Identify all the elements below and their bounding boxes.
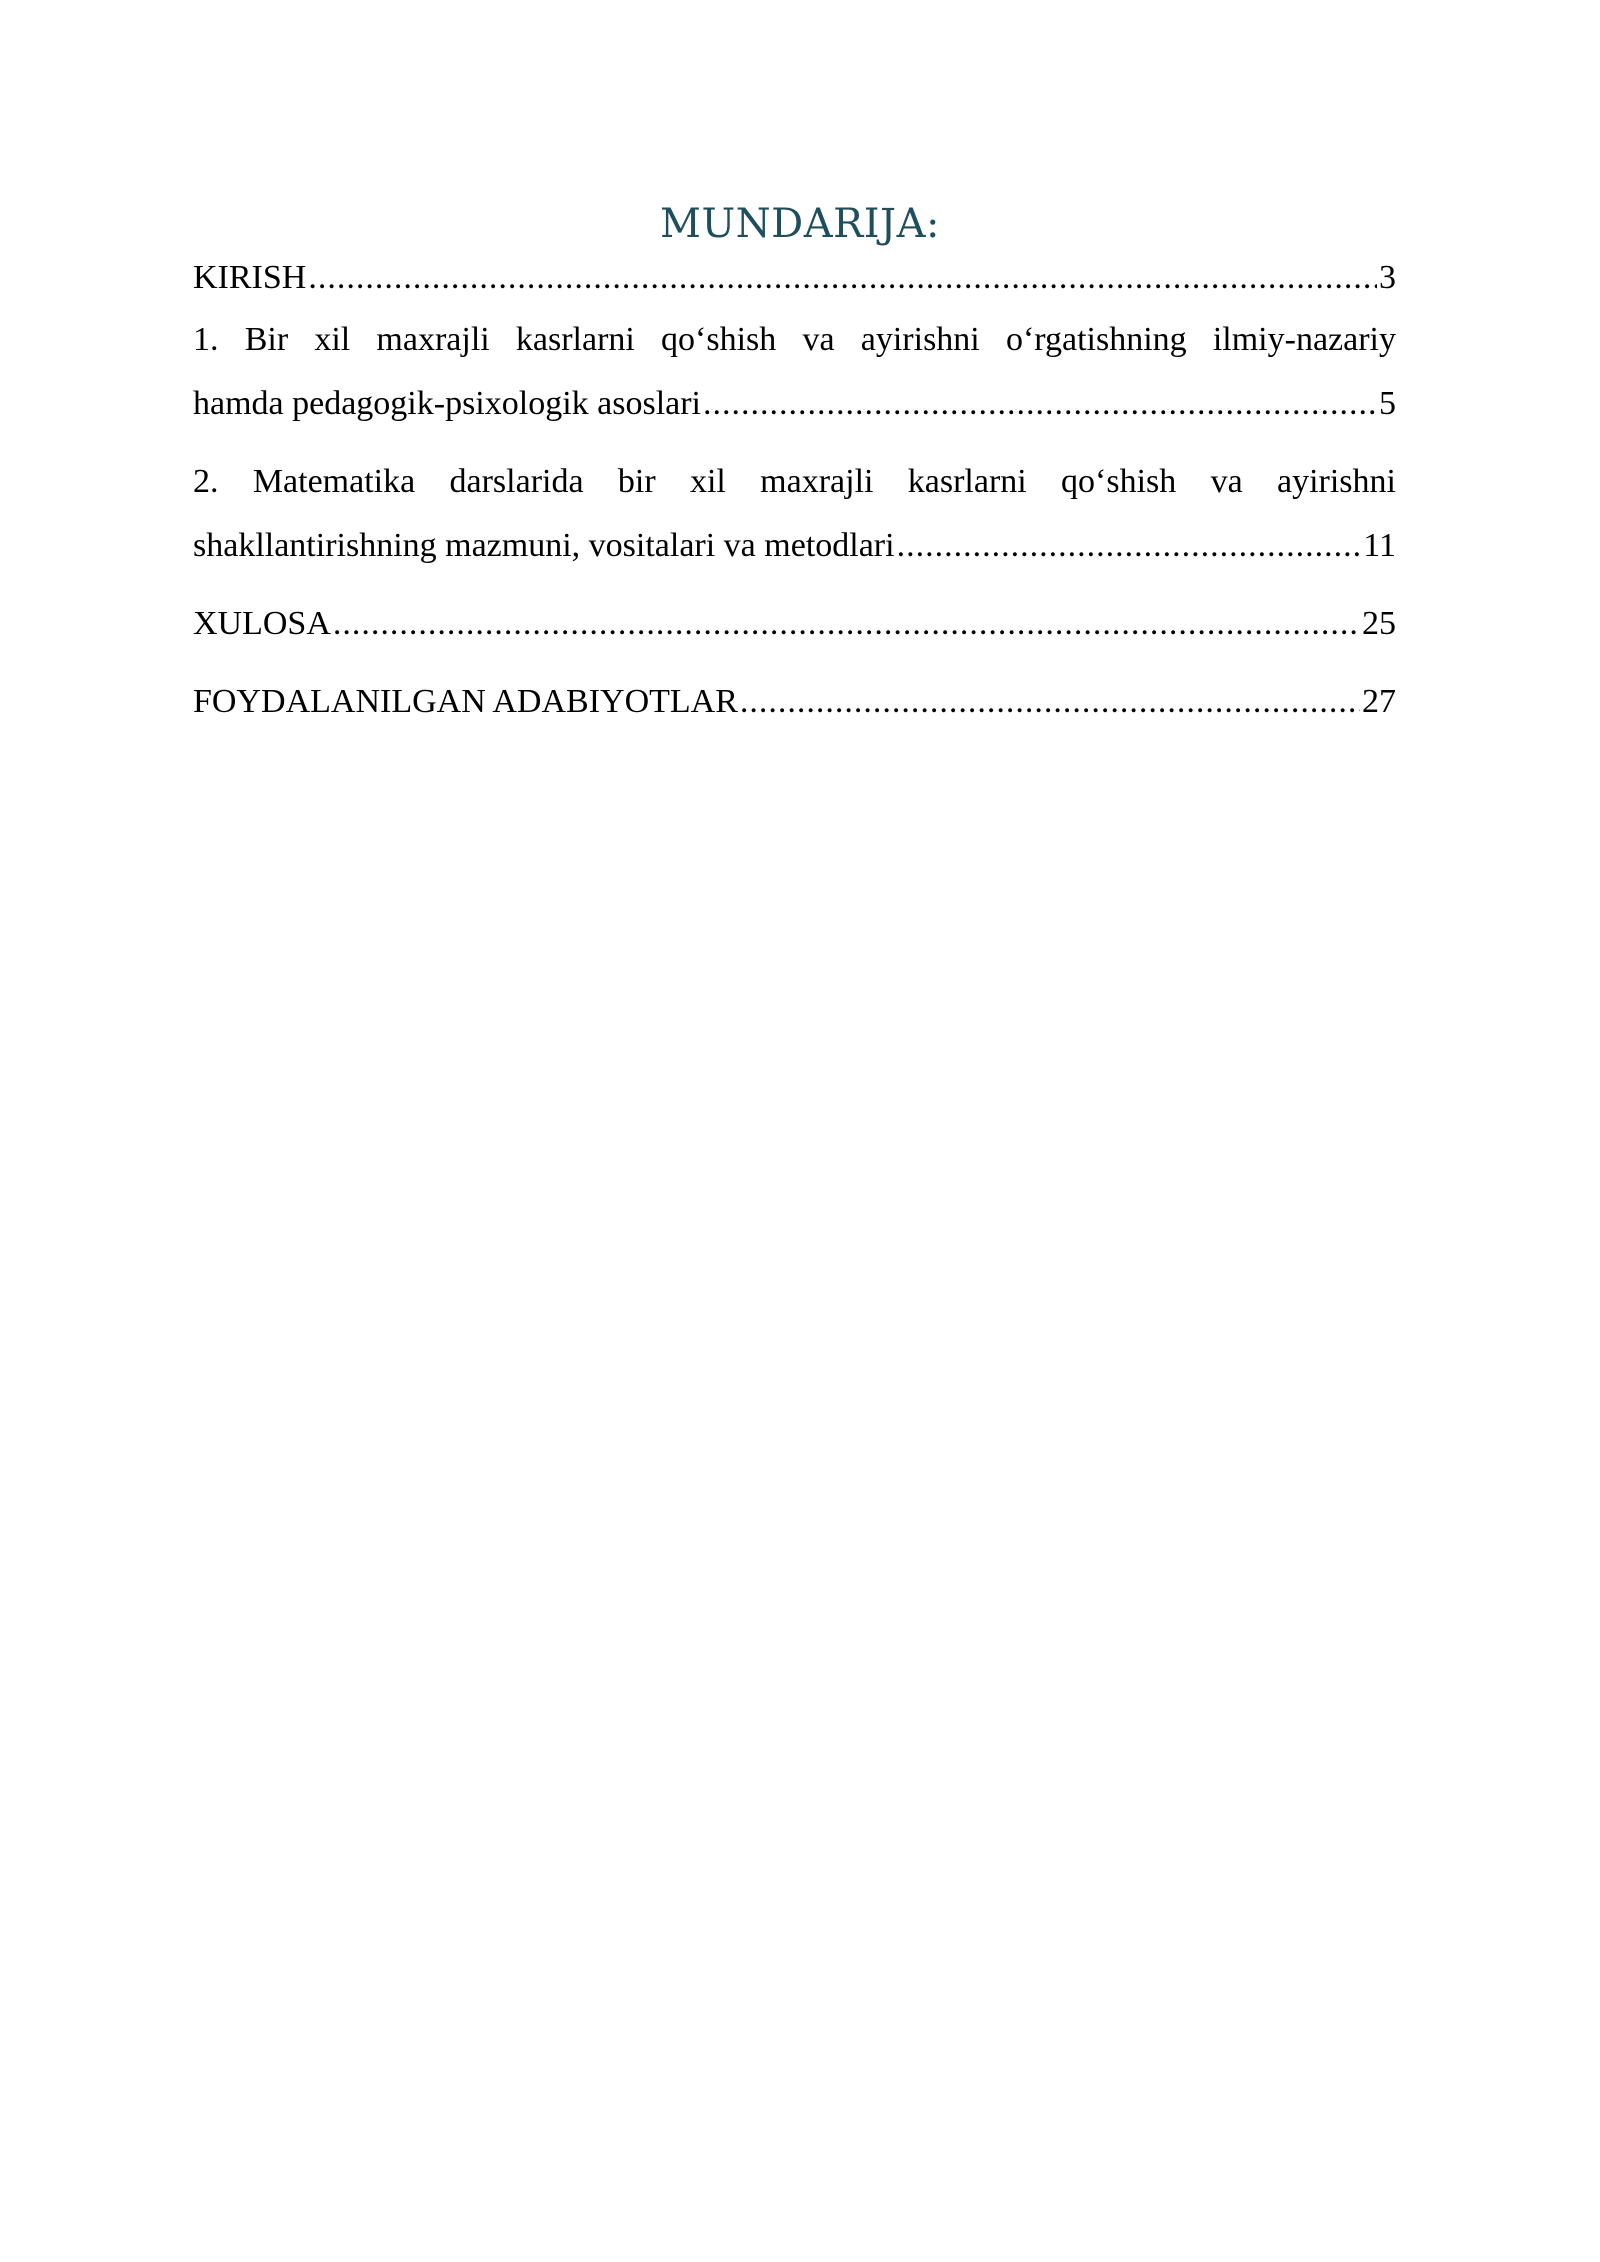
toc-line [193, 522, 1396, 586]
toc-line [193, 254, 1396, 302]
toc-entry-chapter-2[interactable] [193, 458, 1396, 586]
toc-entry-text: FOYDALANILGAN ADABIYOTLAR [193, 683, 738, 720]
toc-line [193, 600, 1396, 664]
dot-leader [333, 600, 1360, 648]
toc-page-number: 11 [1363, 527, 1396, 564]
toc-entry-xulosa[interactable] [193, 600, 1396, 664]
toc-line [193, 380, 1396, 444]
toc-line [193, 678, 1396, 742]
table-of-contents [193, 254, 1396, 742]
toc-page-number: 25 [1362, 605, 1396, 642]
toc-entry-text: hamda pedagogik-psixologik asoslari [193, 385, 702, 422]
toc-page-number: 3 [1379, 259, 1396, 296]
toc-entry-text: 2. Matematika darslarida bir xil maxrajli kasrlarni qo‘shish va ayirishni [193, 463, 1396, 500]
dot-leader [703, 380, 1377, 428]
toc-entry-chapter-1[interactable] [193, 316, 1396, 444]
toc-entry-kirish[interactable] [193, 254, 1396, 302]
toc-entry-text: KIRISH [193, 259, 307, 296]
toc-line [193, 316, 1396, 380]
dot-leader [897, 522, 1362, 570]
dot-leader [308, 254, 1377, 302]
toc-entry-text: shakllantirishning mazmuni, vositalari va metodlari [193, 527, 895, 564]
toc-entry-adabiyotlar[interactable] [193, 678, 1396, 742]
toc-page-number: 27 [1362, 683, 1396, 720]
toc-entry-text: 1. Bir xil maxrajli kasrlarni qo‘shish va ayirishni o‘rgatishning ilmiy-nazariy [193, 321, 1396, 358]
dot-leader [740, 678, 1360, 726]
toc-entry-text: XULOSA [193, 605, 331, 642]
toc-line [193, 458, 1396, 522]
toc-page-number: 5 [1379, 385, 1396, 422]
page-title: MUNDARIJA: [660, 201, 940, 247]
